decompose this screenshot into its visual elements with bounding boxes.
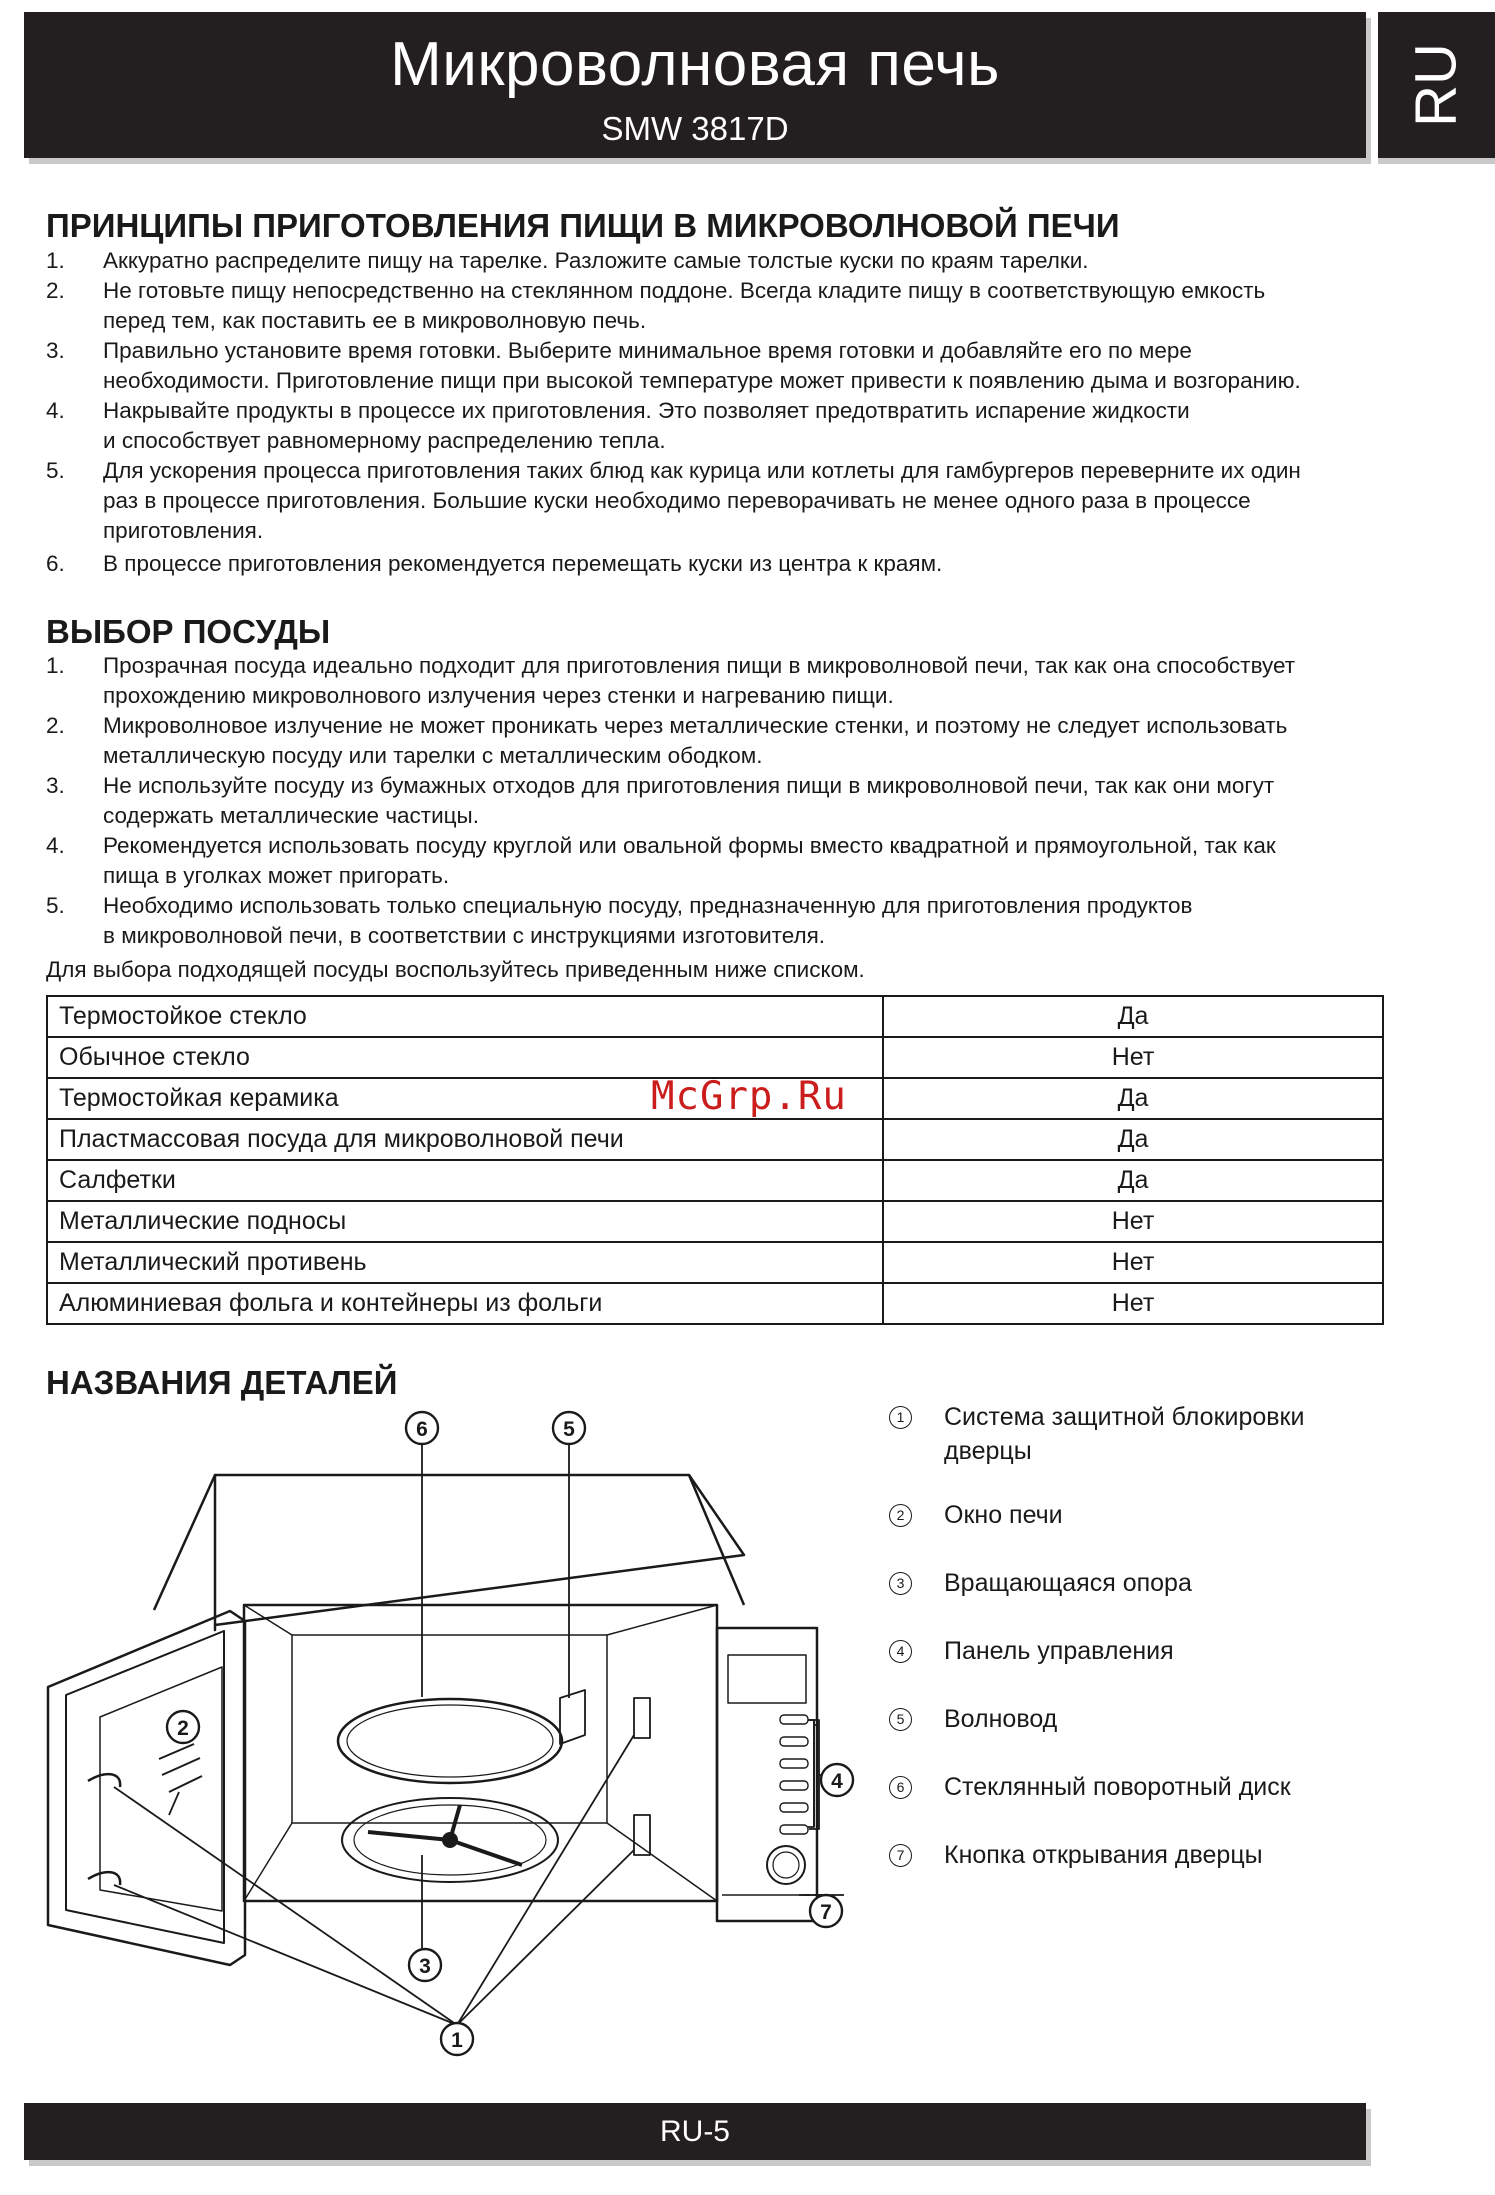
part-name-line: Вращающаяся опора [944,1569,1192,1597]
part-name-line: дверцы [944,1437,1032,1465]
list-item-number: 4. [46,398,65,423]
part-item [886,1770,1386,1804]
part-number-badge: 1 [889,1406,912,1429]
cooking-principles-list [46,246,1386,579]
door-hook-lower [88,1872,120,1885]
interlock-slot-upper [634,1698,650,1738]
list-item-line: Рекомендуется использовать посуду круглой или овальной формы вместо квадратной и прямоугольной, так как [103,833,1276,858]
part-number-badge: 6 [889,1776,912,1799]
list-item-number: 3. [46,773,65,798]
list-item-number: 2. [46,278,65,303]
language-code: RU [1403,43,1469,127]
part-item [886,1498,1386,1532]
table-row [47,996,1383,1037]
list-item-line: Не используйте посуду из бумажных отходов для приготовления пищи в микроволновой печи, так как они могут [103,773,1275,798]
cookware-suitability: Нет [883,1037,1383,1078]
part-number-badge: 2 [889,1504,912,1527]
list-item-line: перед тем, как поставить ее в микроволновую печь. [103,308,647,333]
document-title: Микроволновая печь [390,30,1000,99]
list-item-line: необходимости. Приготовление пищи при высокой температуре может привести к появлению дыма и возгоранию. [103,368,1301,393]
control-panel [717,1628,817,1921]
control-display [728,1655,806,1703]
list-item-line: Необходимо использовать только специальную посуду, предназначенную для приготовления продуктов [103,893,1193,918]
part-item [886,1702,1386,1736]
list-item-number: 6. [46,551,65,576]
page-number: RU-5 [659,2115,730,2148]
waveguide [560,1690,585,1744]
model-number: SMW 3817D [601,110,789,147]
list-item [46,771,1386,831]
list-item-line: прохождению микроволнового излучения через стенки и нагреванию пищи. [103,683,894,708]
list-item [46,831,1386,891]
part-number-badge: 3 [889,1572,912,1595]
cookware-intro: Для выбора подходящей посуды воспользуйтесь приведенным ниже списком. [46,957,865,982]
list-item-line: Не готовьте пищу непосредственно на стеклянном поддоне. Всегда кладите пищу в соответствующую емкость [103,278,1266,303]
list-item [46,276,1386,336]
table-row [47,1119,1383,1160]
part-number-badge: 4 [889,1640,912,1663]
cookware-material: Термостойкая керамика [47,1078,883,1119]
list-item [46,246,1386,276]
table-row [47,1242,1383,1283]
section-title-cooking-principles: ПРИНЦИПЫ ПРИГОТОВЛЕНИЯ ПИЩИ В МИКРОВОЛНОВОЙ ПЕЧИ [46,207,1120,244]
cookware-suitability: Нет [883,1283,1383,1324]
list-item-line: Прозрачная посуда идеально подходит для приготовления пищи в микроволновой печи, так как она способствует [103,653,1296,678]
oven-top-outline [215,1475,744,1630]
part-number-badge: 7 [889,1844,912,1867]
cookware-suitability: Да [883,1160,1383,1201]
watermark: McGrp.Ru [651,1074,847,1119]
list-item-line: Правильно установите время готовки. Выберите минимальное время готовки и добавляйте его по мере [103,338,1192,363]
cookware-suitability: Да [883,996,1383,1037]
callout-label-7: 7 [820,1901,832,1924]
list-item [46,651,1386,711]
list-item-number: 1. [46,653,65,678]
list-item-line: в микроволновой печи, в соответствии с инструкциями изготовителя. [103,923,826,948]
list-item [46,336,1386,396]
door-hook-upper [88,1774,120,1787]
cookware-list [46,651,1386,951]
list-item-line: Для ускорения процесса приготовления таких блюд как курица или котлеты для гамбургеров переверните их один [103,458,1301,483]
part-item [886,1634,1386,1668]
callout-label-4: 4 [831,1770,843,1793]
part-name-line: Панель управления [944,1637,1174,1665]
list-item-line: Накрывайте продукты в процессе их приготовления. Это позволяет предотвратить испарение жидкости [103,398,1190,423]
list-item-line: В процессе приготовления рекомендуется перемещать куски из центра к краям. [103,551,943,576]
cookware-suitability: Да [883,1078,1383,1119]
callout-label-1: 1 [451,2029,463,2052]
list-item-line: и способствует равномерному распределению тепла. [103,428,666,453]
list-item-number: 3. [46,338,65,363]
list-item-number: 5. [46,458,65,483]
cookware-table [46,995,1384,1325]
list-item-number: 4. [46,833,65,858]
cookware-material: Металлические подносы [47,1201,883,1242]
callout-label-5: 5 [563,1418,575,1441]
part-item [886,1566,1386,1600]
list-item [46,456,1386,546]
cookware-material: Обычное стекло [47,1037,883,1078]
language-tab [1378,12,1495,158]
list-item-line: металлическую посуду или тарелки с металлическим ободком. [103,743,763,768]
list-item-number: 5. [46,893,65,918]
callout-label-3: 3 [419,1955,431,1978]
control-buttons [780,1715,808,1834]
list-item [46,711,1386,771]
list-item [46,891,1386,951]
part-name-line: Кнопка открывания дверцы [944,1841,1263,1869]
page-footer [24,2103,1366,2160]
part-name-line: Стеклянный поворотный диск [944,1773,1291,1801]
list-item [46,396,1386,456]
microwave-diagram [44,1395,874,2065]
section-title-cookware: ВЫБОР ПОСУДЫ [46,613,331,650]
list-item-line: приготовления. [103,518,264,543]
list-item-number: 1. [46,248,65,273]
cookware-suitability: Нет [883,1242,1383,1283]
cookware-material: Алюминиевая фольга и контейнеры из фольги [47,1283,883,1324]
list-item-line: раз в процессе приготовления. Большие куски необходимо переворачивать не менее одного раза в процессе [103,488,1251,513]
cookware-suitability: Да [883,1119,1383,1160]
part-item [886,1838,1386,1872]
part-name-line: Система защитной блокировки [944,1403,1305,1431]
list-item-line: Аккуратно распределите пищу на тарелке. Разложите самые толстые куски по краям тарелки. [103,248,1089,273]
parts-legend [886,1400,1386,1906]
cookware-suitability: Нет [883,1201,1383,1242]
callout-label-6: 6 [416,1418,428,1441]
table-row [47,1037,1383,1078]
cookware-material: Пластмассовая посуда для микроволновой печи [47,1119,883,1160]
part-name-line: Окно печи [944,1501,1063,1529]
list-item-line: пища в уголках может пригорать. [103,863,450,888]
cookware-material: Термостойкое стекло [47,996,883,1037]
part-item [886,1400,1386,1468]
part-number-badge: 5 [889,1708,912,1731]
part-name-line: Волновод [944,1705,1058,1733]
cookware-material: Металлический противень [47,1242,883,1283]
section-title-parts: НАЗВАНИЯ ДЕТАЛЕЙ [46,1364,398,1401]
list-item-line: Микроволновое излучение не может проникать через металлические стенки, и поэтому не следует использовать [103,713,1288,738]
interlock-slot-lower [634,1815,650,1855]
table-row [47,1201,1383,1242]
list-item-line: содержать металлические частицы. [103,803,479,828]
glass-turntable [338,1699,562,1783]
oven-cavity-frame [244,1605,717,1901]
page-header [24,12,1366,158]
list-item [46,549,1386,579]
list-item-number: 2. [46,713,65,738]
callout-label-2: 2 [177,1717,189,1740]
table-row [47,1160,1383,1201]
cookware-material: Салфетки [47,1160,883,1201]
table-row [47,1283,1383,1324]
